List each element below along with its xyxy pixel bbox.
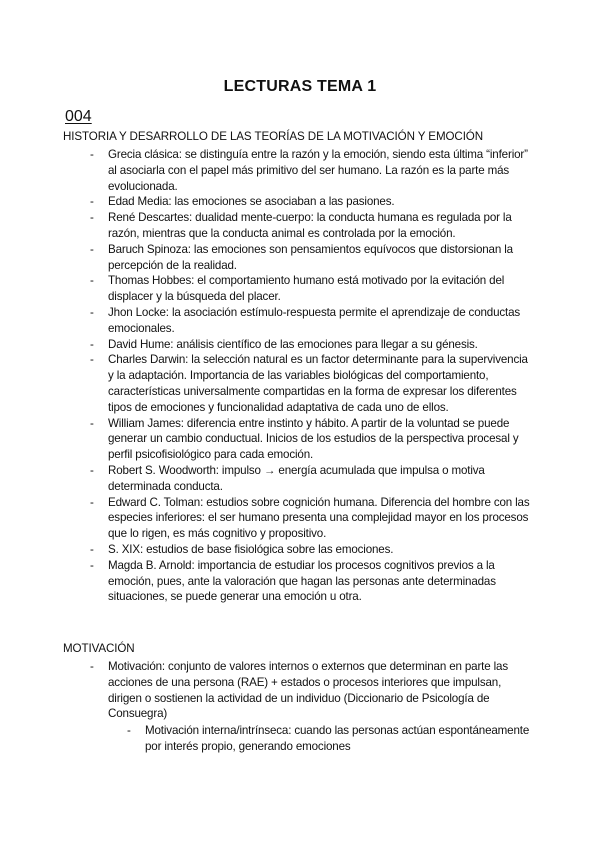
sublist-item <box>127 723 535 755</box>
list-item-text: Charles Darwin: la selección natural es un factor determinante para la supervivencia y la adaptación. Importancia de las variables biológicas del comportamiento, características universalmente compartidas en la forma de expresar los diferentes tipos de emociones y funcionalidad adaptativa de cada uno de ellos. <box>108 353 528 414</box>
list-item <box>90 242 533 274</box>
list-item <box>90 542 533 558</box>
bullet-dash: - <box>90 558 94 572</box>
list-item-text: David Hume: análisis científico de las emociones para llegar a su génesis. <box>108 337 478 351</box>
list-item-text: Robert S. Woodworth: impulso → energía acumulada que impulsa o motiva determinada conducta. <box>108 463 485 493</box>
sublist-item-text: Motivación interna/intrínseca: cuando las personas actúan espontáneamente por interés propio, generando emociones <box>145 724 530 753</box>
motivation-list <box>90 659 533 722</box>
bullet-dash: - <box>90 660 94 673</box>
list-item <box>90 147 533 194</box>
list-item-text: Grecia clásica: se distinguía entre la razón y la emoción, siendo esta última “inferior” al asociarla con el papel más primitivo del ser humano. La razón es la parte más evolucionada. <box>108 148 528 193</box>
history-list <box>90 147 533 605</box>
list-item-text: Motivación: conjunto de valores internos o externos que determinan en parte las acciones de una persona (RAE) + estados o procesos interiores que impulsan, dirigen o sostienen la actividad de un individuo (Diccionario de Psicología de Consuegra) <box>108 660 508 721</box>
bullet-dash: - <box>90 416 94 430</box>
bullet-dash: - <box>90 148 94 161</box>
list-item-text: Baruch Spinoza: las emociones son pensamientos equívocos que distorsionan la percepción de la realidad. <box>108 242 513 272</box>
list-item <box>90 463 533 495</box>
bullet-dash: - <box>90 195 94 209</box>
list-item <box>90 659 533 722</box>
list-item-text: William James: diferencia entre instinto y hábito. A partir de la voluntad se puede generar un cambio conductual. Inicios de los estudios de la perspectiva procesal y perfil psicofisiológico para cada emoción. <box>108 416 519 462</box>
bullet-dash: - <box>90 463 94 477</box>
list-item <box>90 352 533 415</box>
motivation-sublist <box>127 723 535 755</box>
section-heading-motivation: MOTIVACIÓN <box>63 642 135 655</box>
bullet-dash: - <box>90 337 94 351</box>
bullet-dash: - <box>90 211 94 225</box>
bullet-dash: - <box>90 495 94 509</box>
list-item <box>90 337 533 353</box>
bullet-dash: - <box>90 305 94 319</box>
bullet-dash: - <box>90 242 94 256</box>
list-item-text: Jhon Locke: la asociación estímulo-respuesta permite el aprendizaje de conductas emocionales. <box>108 305 521 335</box>
list-item <box>90 558 533 605</box>
bullet-dash: - <box>127 724 131 737</box>
section-heading-history: HISTORIA Y DESARROLLO DE LAS TEORÍAS DE LA MOTIVACIÓN Y EMOCIÓN <box>63 130 484 143</box>
list-item-text: Thomas Hobbes: el comportamiento humano está motivado por la evitación del displacer y la búsqueda del placer. <box>108 274 505 304</box>
section-code: 004 <box>65 108 92 125</box>
document-title: LECTURAS TEMA 1 <box>223 78 377 95</box>
list-item-text: Edward C. Tolman: estudios sobre cognición humana. Diferencia del hombre con las especies inferiores: el ser humano presenta una complejidad mayor en los procesos que lo rigen, es más cognitivo y propositivo. <box>108 495 530 541</box>
bullet-dash: - <box>90 274 94 288</box>
list-item <box>90 273 533 305</box>
bullet-dash: - <box>90 542 94 556</box>
list-item-text: Magda B. Arnold: importancia de estudiar los procesos cognitivos previos a la emoción, pues, ante la valoración que hagan las personas ante determinadas situaciones, se puede generar una emoción u otra. <box>108 558 496 604</box>
list-item <box>90 495 533 542</box>
bullet-dash: - <box>90 353 94 367</box>
list-item <box>90 305 533 337</box>
list-item <box>90 210 533 242</box>
list-item <box>90 194 533 210</box>
list-item-text: Edad Media: las emociones se asociaban a las pasiones. <box>108 195 395 209</box>
list-item <box>90 416 533 463</box>
list-item-text: René Descartes: dualidad mente-cuerpo: la conducta humana es regulada por la razón, mientras que la conducta animal es controlada por la emoción. <box>108 211 512 240</box>
list-item-text: S. XIX: estudios de base fisiológica sobre las emociones. <box>108 542 394 556</box>
